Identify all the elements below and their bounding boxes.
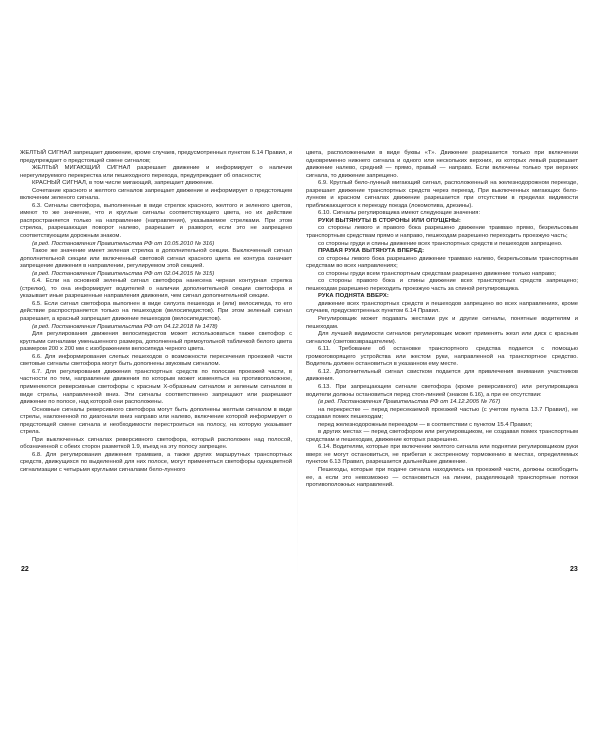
paragraph: ЖЕЛТЫЙ МИГАЮЩИЙ СИГНАЛ разрешает движение и информирует о наличии нерегулируемого перекрестка или пешеходного перехода, предупреждает об опасности; [20,165,292,179]
section-heading: ПРАВАЯ РУКА ВЫТЯНУТА ВПЕРЕД: [318,248,425,255]
paragraph: 6.12. Дополнительный сигнал свистком подается для привлечения внимания участников движения. [306,368,578,383]
page-number-left: 22 [21,566,29,573]
paragraph: перед железнодорожным переездом — в соответствии с пунктом 15.4 Правил; [318,421,533,428]
amendment-note: (в ред. Постановления Правительства РФ от 14.12.2005 № 767) [318,399,501,406]
paragraph: 6.3. Сигналы светофора, выполненные в виде стрелок красного, желтого и зеленого цветов, имеют то же значение, что и круглые сигналы соответствующего цвета, но их действие распространяется только на направление (направления), указываемое стрелками. При этом стрелка, разрешающая поворот налево, разрешает и разворот, если это не запрещено соответствующим дорожным знаком. [20,202,292,240]
section-heading: РУКИ ВЫТЯНУТЫ В СТОРОНЫ ИЛИ ОПУЩЕНЫ: [318,217,461,224]
paragraph: со стороны груди и спины движение всех транспортных средств и пешеходов запрещено. [318,240,563,247]
page-gutter [297,140,298,580]
paragraph: КРАСНЫЙ СИГНАЛ, в том числе мигающий, запрещает движение. [32,180,214,187]
paragraph: 6.9. Круглый бело-лунный мигающий сигнал, расположенный на железнодорожном переезде, разрешает движение транспортных средств через переезд. При выключенных мигающих бело-лунном и красном сигналах движение разрешается при отсутствии в пределах видимости приближающегося к переезду поезда (локомотива, дрезины). [306,180,578,209]
paragraph: в других местах — перед светофором или регулировщиком, не создавая помех транспортным средствам и пешеходам, движение которых разрешено. [306,429,578,443]
paragraph: Для лучшей видимости сигналов регулировщик может применять жезл или диск с красным сигналом (световозвращателем). [306,331,578,345]
left-page-text [20,150,292,475]
paragraph: на перекрестке — перед пересекаемой проезжей частью (с учетом пункта 13.7 Правил), не создавая помех пешеходам; [306,406,578,421]
paragraph: 6.13. При запрещающем сигнале светофора (кроме реверсивного) или регулировщика водители должны остановиться перед стоп-линией (знаком 6.16), а при ее отсутствии: [306,383,578,398]
paragraph: со стороны правого бока и спины движение всех транспортных средств запрещено; пешеходам разрешено переходить проезжую часть за спиной регулировщика. [306,278,578,292]
amendment-note: (в ред. Постановления Правительства РФ от 02.04.2015 № 315) [32,270,215,277]
paragraph: цвета, расположенными в виде буквы «Т». Движение разрешается только при включении одновременно нижнего сигнала и одного или нескольких верхних, из которых левый разрешает движение налево, средний — прямо, правый — направо. Если включены только три верхних сигнала, то движение запрещено. [306,150,578,179]
paragraph: со стороны левого и правого бока разрешено движение трамваю прямо, безрельсовым транспортным средствам прямо и направо, пешеходам разрешено переходить проезжую часть; [306,225,578,240]
paragraph: со стороны груди всем транспортным средствам разрешено движение только направо; [318,270,556,277]
section-heading: РУКА ПОДНЯТА ВВЕРХ: [318,293,389,300]
paragraph: Для регулирования движения велосипедистов может использоваться также светофор с круглыми сигналами уменьшенного размера, дополненный прямоугольной табличкой белого цвета размером 200 х 200 мм с изображением велосипеда черного цвета. [20,331,292,353]
paragraph: Пешеходы, которые при подаче сигнала находились на проезжей части, должны освободить ее, а если это невозможно — остановиться на линии, разделяющей транспортные потоки противоположных направлений. [306,466,578,489]
paragraph: 6.4. Если на основной зеленый сигнал светофора нанесена черная контурная стрелка (стрелки), то она информирует водителей о наличии дополнительной секции светофора и указывает иные разрешенные направления движения, чем сигнал дополнительной секции. [20,278,292,300]
paragraph: 6.6. Для информирования слепых пешеходов о возможности пересечения проезжей части световые сигналы светофора могут быть дополнены звуковым сигналом. [20,353,292,368]
paragraph: Регулировщик может подавать жестами рук и другие сигналы, понятные водителям и пешеходам. [306,316,578,330]
paragraph: 6.5. Если сигнал светофора выполнен в виде силуэта пешехода и (или) велосипеда, то его действие распространяется только на пешеходов (велосипедистов). При этом зеленый сигнал разрешает, а красный запрещает движение пешеходов (велосипедистов). [20,300,292,323]
amendment-note: (в ред. Постановления Правительства РФ от 04.12.2018 № 1478) [32,323,218,330]
right-page-text [306,150,578,490]
paragraph: Сочетание красного и желтого сигналов запрещает движение и информирует о предстоящем включении зеленого сигнала. [20,187,292,202]
page-number-right: 23 [570,566,578,573]
paragraph: 6.7. Для регулирования движения транспортных средств по полосам проезжей части, в частности по тем, направление движения по которым может изменяться на противоположное, применяются реверсивные светофоры с красным Х-образным сигналом и зеленым сигналом в виде стрелы, направленной вниз. Эти сигналы соответственно запрещают или разрешают движение по полосе, над которой они расположены. [20,368,292,406]
paragraph: 6.14. Водителям, которые при включении желтого сигнала или поднятии регулировщиком руки вверх не могут остановиться, не прибегая к экстренному торможению в местах, определяемых пунктом 6.13 Правил, разрешается дальнейшее движение. [306,444,578,466]
amendment-note: (в ред. Постановления Правительства РФ от 10.05.2010 № 316) [32,240,215,247]
paragraph: движение всех транспортных средств и пешеходов запрещено во всех направлениях, кроме случаев, предусмотренных пунктом 6.14 Правил. [306,300,578,315]
paragraph: 6.10. Сигналы регулировщика имеют следующие значения: [318,210,481,217]
paragraph: 6.8. Для регулирования движения трамваев, а также других маршрутных транспортных средств, движущихся по выделенной для них полосе, могут применяться светофоры одноцветной сигнализации с четырьмя круглыми сигналами бело-лунного [20,451,292,473]
paragraph: При выключенных сигналах реверсивного светофора, который расположен над полосой, обозначенной с обеих сторон разметкой 1.9, въезд на эту полосу запрещен. [20,436,292,451]
paragraph: ЖЕЛТЫЙ СИГНАЛ запрещает движение, кроме случаев, предусмотренных пунктом 6.14 Правил, и предупреждает о предстоящей смене сигналов; [20,150,292,164]
paragraph: 6.11. Требование об остановке транспортного средства подается с помощью громкоговорящего устройства или жестом руки, направленной на транспортное средство. Водитель должен остановиться в указанном ему месте. [306,346,578,368]
paragraph: Такое же значение имеет зеленая стрелка в дополнительной секции. Выключенный сигнал дополнительной секции или включенный световой сигнал красного цвета ее контура означает запрещение движения в направлении, регулируемом этой секцией. [20,248,292,270]
paragraph: со стороны левого бока разрешено движение трамваю налево, безрельсовым транспортным средствам во всех направлениях; [306,255,578,270]
paragraph: Основные сигналы реверсивного светофора могут быть дополнены желтым сигналом в виде стрелы, наклоненной по диагонали вниз направо или налево, включение которой информирует о предстоящей смене сигнала и необходимости перестроиться на полосу, на которую указывает стрела. [20,406,292,436]
